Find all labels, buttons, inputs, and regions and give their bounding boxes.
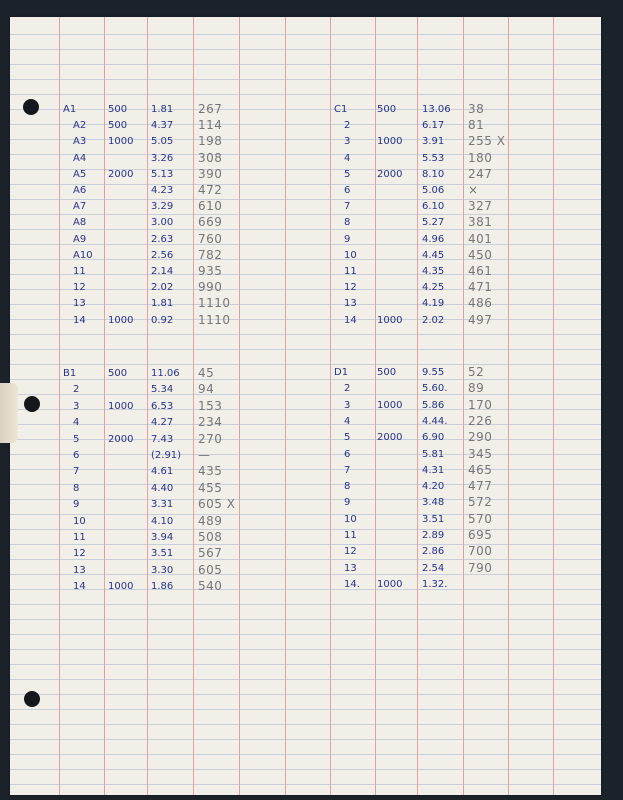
column-rule	[147, 17, 148, 795]
section-d-result: 477	[468, 479, 493, 494]
section-b-measurement: 3.51	[151, 548, 174, 560]
section-b-row-label: 14	[73, 581, 86, 593]
section-c-measurement: 3.91	[422, 136, 445, 148]
section-b-result: 567	[198, 546, 223, 561]
section-d-measurement: 5.81	[422, 448, 445, 460]
section-b-quantity: 1000	[108, 400, 134, 412]
section-a-result: 198	[198, 134, 223, 149]
section-d-result: 700	[468, 544, 493, 559]
section-d-quantity: 2000	[377, 432, 403, 444]
section-a-result: 782	[198, 247, 223, 262]
section-d-row-label: 7	[344, 464, 351, 476]
section-d-measurement: 1.32.	[422, 578, 448, 590]
section-a-measurement: 3.00	[151, 217, 174, 229]
section-c-measurement: 2.02	[422, 314, 445, 326]
section-b-measurement: 3.30	[151, 564, 174, 576]
section-b-result: 605 X	[198, 497, 236, 512]
section-b-row-label: 8	[73, 482, 80, 494]
section-a-row-label: A1	[63, 104, 77, 115]
section-c-measurement: 4.45	[422, 249, 445, 261]
section-c-result: 461	[468, 264, 493, 278]
section-b-result: 455	[198, 480, 223, 495]
section-b-quantity: 500	[108, 368, 128, 379]
section-d-row-label: 13	[344, 562, 357, 574]
section-d-measurement: 4.31	[422, 464, 445, 476]
section-b-row-label: 6	[73, 450, 80, 461]
section-d-row-label: 5	[344, 432, 351, 444]
section-a-result: 308	[198, 150, 223, 165]
section-c-row-label: 5	[344, 168, 351, 180]
section-d-measurement: 2.86	[422, 546, 445, 558]
section-c-row-label: 9	[344, 233, 351, 245]
section-b-measurement: 4.27	[151, 417, 174, 429]
section-c-row-label: 2	[344, 120, 351, 132]
column-rule	[330, 17, 331, 795]
section-a-result: 472	[198, 183, 223, 197]
section-b-row-label: 4	[73, 417, 80, 429]
section-a-result: 669	[198, 215, 223, 230]
section-a-quantity: 500	[108, 120, 128, 132]
section-a-measurement: 2.02	[151, 282, 174, 294]
section-d-result: 345	[468, 446, 493, 461]
section-b-row-label: 3	[73, 400, 80, 412]
section-a-row-label: A6	[73, 185, 87, 196]
section-d-result: 695	[468, 528, 493, 542]
section-b-quantity: 1000	[108, 581, 134, 593]
section-b-measurement: 11.06	[151, 368, 180, 379]
section-b-row-label: 2	[73, 384, 80, 396]
section-c-measurement: 13.06	[422, 104, 451, 115]
section-d-measurement: 5.60.	[422, 383, 448, 395]
section-c-row-label: 3	[344, 136, 351, 148]
section-a-result: 390	[198, 166, 223, 181]
section-c-measurement: 4.19	[422, 298, 445, 310]
section-c-result: ×	[468, 183, 479, 197]
section-a-row-label: A4	[73, 152, 87, 164]
section-d-quantity: 1000	[377, 399, 403, 411]
section-a-result: 1110	[198, 296, 231, 311]
section-d-result: 290	[468, 430, 493, 445]
column-rule	[417, 17, 418, 795]
section-c-measurement: 6.17	[422, 120, 445, 132]
section-d-measurement: 4.20	[422, 481, 445, 493]
torn-paper-edge	[0, 383, 18, 443]
section-c-result: 486	[468, 296, 493, 311]
section-b-result: 540	[198, 579, 223, 594]
section-a-row-label: A10	[73, 249, 93, 261]
section-d-row-label: 4	[344, 415, 351, 427]
section-a-row-label: A3	[73, 136, 87, 148]
section-a-result: 267	[198, 102, 223, 116]
section-c-result: 450	[468, 247, 493, 262]
section-d-row-label: 2	[344, 383, 351, 395]
section-b-row-label: 13	[73, 564, 86, 576]
section-a-result: 760	[198, 231, 223, 246]
column-rule	[285, 17, 286, 795]
section-c-quantity: 2000	[377, 168, 403, 180]
section-c-measurement: 6.10	[422, 201, 445, 213]
column-rule	[375, 17, 376, 795]
section-b-row-label: 10	[73, 515, 86, 527]
section-c-quantity: 500	[377, 104, 397, 115]
section-b-measurement: 4.61	[151, 466, 174, 478]
section-d-row-label: 3	[344, 399, 351, 411]
section-b-result: 270	[198, 431, 223, 446]
section-d-row-label: 10	[344, 513, 357, 525]
section-b-result: 605	[198, 562, 223, 577]
column-rule	[59, 17, 60, 795]
section-d-quantity: 500	[377, 367, 397, 378]
section-c-row-label: 4	[344, 152, 351, 164]
section-c-result: 180	[468, 150, 493, 165]
section-b-measurement: 6.53	[151, 400, 174, 412]
section-c-result: 247	[468, 166, 493, 181]
section-c-result: 81	[468, 118, 485, 133]
section-d-result: 572	[468, 495, 493, 510]
section-a-result: 1110	[198, 312, 231, 327]
section-d-row-label: D1	[334, 367, 349, 378]
section-a-quantity: 1000	[108, 314, 134, 326]
section-b-result: 489	[198, 513, 223, 528]
section-d-measurement: 6.90	[422, 432, 445, 444]
section-b-quantity: 2000	[108, 433, 134, 445]
section-c-row-label: 10	[344, 249, 357, 261]
section-d-result: 226	[468, 413, 493, 428]
section-b-row-label: 11	[73, 532, 86, 543]
section-d-row-label: 9	[344, 497, 351, 509]
section-a-row-label: 11	[73, 266, 86, 277]
section-c-row-label: 8	[344, 217, 351, 229]
section-a-result: 990	[198, 280, 223, 295]
section-a-measurement: 4.23	[151, 185, 174, 196]
section-d-measurement: 4.44.	[422, 415, 448, 427]
section-c-measurement: 4.25	[422, 282, 445, 294]
section-d-row-label: 8	[344, 481, 351, 493]
section-a-row-label: 12	[73, 282, 86, 294]
section-c-row-label: C1	[334, 104, 348, 115]
section-a-result: 935	[198, 264, 223, 278]
section-a-measurement: 2.63	[151, 233, 174, 245]
section-d-quantity: 1000	[377, 578, 403, 590]
section-a-quantity: 500	[108, 104, 128, 115]
section-a-measurement: 1.81	[151, 298, 174, 310]
section-d-result: 89	[468, 381, 485, 396]
section-b-result: 45	[198, 366, 215, 380]
section-c-row-label: 12	[344, 282, 357, 294]
section-d-result: 52	[468, 365, 485, 379]
section-c-result: 255 X	[468, 134, 506, 149]
section-b-measurement: 1.86	[151, 581, 174, 593]
section-a-measurement: 3.26	[151, 152, 174, 164]
section-c-row-label: 14	[344, 314, 357, 326]
section-b-row-label: B1	[63, 368, 77, 379]
section-d-result: 465	[468, 462, 493, 477]
section-a-result: 114	[198, 118, 223, 133]
section-b-row-label: 5	[73, 433, 80, 445]
section-c-measurement: 5.06	[422, 185, 445, 196]
section-a-measurement: 4.37	[151, 120, 174, 132]
section-c-measurement: 8.10	[422, 168, 445, 180]
section-d-row-label: 11	[344, 530, 357, 541]
section-d-row-label: 12	[344, 546, 357, 558]
section-c-row-label: 6	[344, 185, 351, 196]
section-a-quantity: 2000	[108, 168, 134, 180]
section-a-measurement: 2.56	[151, 249, 174, 261]
column-rule	[508, 17, 509, 795]
section-d-row-label: 14.	[344, 578, 360, 590]
section-c-result: 471	[468, 280, 493, 295]
section-d-result: 570	[468, 511, 493, 526]
section-b-result: 94	[198, 382, 215, 397]
section-b-result: —	[198, 448, 211, 462]
section-a-measurement: 2.14	[151, 266, 174, 277]
ledger-sheet	[10, 17, 601, 795]
section-c-result: 497	[468, 312, 493, 327]
section-b-measurement: (2.91)	[151, 450, 182, 461]
section-c-result: 327	[468, 199, 493, 214]
section-b-measurement: 3.94	[151, 532, 174, 543]
section-d-measurement: 9.55	[422, 367, 445, 378]
section-a-measurement: 5.05	[151, 136, 174, 148]
column-rule	[193, 17, 194, 795]
column-rule	[463, 17, 464, 795]
section-a-row-label: 13	[73, 298, 86, 310]
section-b-measurement: 7.43	[151, 433, 174, 445]
section-c-row-label: 13	[344, 298, 357, 310]
section-a-row-label: A5	[73, 168, 87, 180]
section-a-row-label: A7	[73, 201, 87, 213]
section-c-measurement: 4.96	[422, 233, 445, 245]
section-b-result: 234	[198, 415, 223, 430]
column-rule	[239, 17, 240, 795]
section-a-measurement: 0.92	[151, 314, 174, 326]
section-d-measurement: 5.86	[422, 399, 445, 411]
section-b-result: 508	[198, 530, 223, 544]
section-d-measurement: 3.51	[422, 513, 445, 525]
section-b-measurement: 4.10	[151, 515, 174, 527]
section-d-measurement: 2.54	[422, 562, 445, 574]
punch-hole	[24, 691, 40, 707]
section-d-result: 170	[468, 397, 493, 412]
section-a-row-label: A2	[73, 120, 87, 132]
punch-hole	[24, 396, 40, 412]
section-c-measurement: 5.27	[422, 217, 445, 229]
section-c-quantity: 1000	[377, 314, 403, 326]
section-a-quantity: 1000	[108, 136, 134, 148]
section-b-row-label: 7	[73, 466, 80, 478]
section-b-measurement: 3.31	[151, 499, 174, 511]
section-a-row-label: A9	[73, 233, 87, 245]
section-d-measurement: 3.48	[422, 497, 445, 509]
section-b-result: 153	[198, 398, 223, 413]
section-c-quantity: 1000	[377, 136, 403, 148]
section-d-measurement: 2.89	[422, 530, 445, 541]
section-d-result: 790	[468, 560, 493, 575]
section-b-measurement: 4.40	[151, 482, 174, 494]
section-d-row-label: 6	[344, 448, 351, 460]
section-a-measurement: 3.29	[151, 201, 174, 213]
section-a-measurement: 5.13	[151, 168, 174, 180]
section-a-measurement: 1.81	[151, 104, 174, 115]
section-a-result: 610	[198, 199, 223, 214]
section-c-result: 38	[468, 102, 485, 116]
section-b-measurement: 5.34	[151, 384, 174, 396]
section-a-row-label: 14	[73, 314, 86, 326]
column-rule	[104, 17, 105, 795]
section-c-result: 401	[468, 231, 493, 246]
section-b-row-label: 12	[73, 548, 86, 560]
section-c-result: 381	[468, 215, 493, 230]
section-b-result: 435	[198, 464, 223, 479]
punch-hole	[23, 99, 39, 115]
section-b-row-label: 9	[73, 499, 80, 511]
section-c-measurement: 5.53	[422, 152, 445, 164]
column-rule	[553, 17, 554, 795]
section-c-row-label: 7	[344, 201, 351, 213]
section-c-row-label: 11	[344, 266, 357, 277]
section-c-measurement: 4.35	[422, 266, 445, 277]
section-a-row-label: A8	[73, 217, 87, 229]
